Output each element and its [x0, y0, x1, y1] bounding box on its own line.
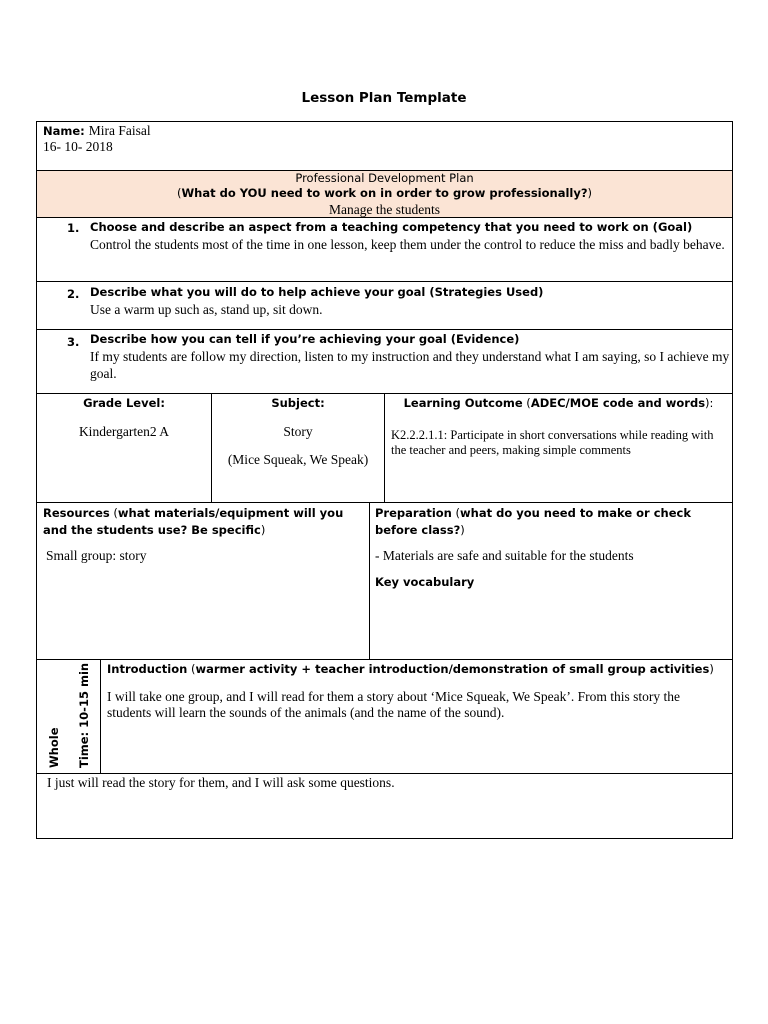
outcome-value: K2.2.2.1.1: Participate in short conversations while reading with the teacher and peers, making simple comments: [391, 428, 714, 457]
preparation-value: - Materials are safe and suitable for the students: [375, 548, 634, 563]
whole-label: Whole: [47, 727, 61, 768]
time-label: Time: 10-15 min: [77, 662, 91, 768]
goal-section-3: [36, 329, 733, 394]
goal-section-1: [36, 217, 733, 282]
preparation-label: Preparation (what do you need to make or check before class?): [375, 506, 691, 537]
intro-value: I will take one group, and I will read for them a story about ‘Mice Squeak, We Speak’. From this story the students will learn the sounds of the animals (and the name of the sound).: [107, 689, 681, 720]
name-label: Name:: [43, 124, 85, 138]
activity-text: I just will read the story for them, and I will ask some questions.: [47, 775, 395, 790]
name-value: Mira Faisal: [88, 123, 151, 138]
subject-label: Subject:: [271, 396, 325, 410]
goal-number: 1.: [67, 221, 80, 235]
goal-section-2: [36, 281, 733, 330]
intro-side-cell: [36, 659, 101, 774]
subject-story-title: (Mice Squeak, We Speak): [227, 452, 369, 467]
intro-cell: [100, 659, 733, 774]
activity-cell: [36, 773, 733, 839]
subject-value: Story: [283, 424, 313, 439]
goal-text: If my students are follow my direction, listen to my instruction and they understand what I am saying, so I achieve my goal.: [90, 349, 730, 381]
pdp-question: (What do YOU need to work on in order to grow professionally?): [176, 186, 593, 200]
goal-heading: Describe how you can tell if you’re achieving your goal (Evidence): [90, 332, 520, 346]
grade-label: Grade Level:: [83, 396, 165, 410]
date-value: 16- 10- 2018: [43, 139, 113, 154]
goal-number: 3.: [67, 335, 80, 349]
page-title: Lesson Plan Template: [301, 90, 467, 106]
goal-number: 2.: [67, 287, 80, 301]
goal-text: Use a warm up such as, stand up, sit down.: [90, 302, 323, 317]
pdp-section: [36, 170, 733, 218]
goal-text: Control the students most of the time in one lesson, keep them under the control to reduce the miss and badly behave.: [90, 237, 725, 252]
subject-cell: [211, 393, 385, 503]
resources-cell: [36, 502, 370, 660]
key-vocabulary-label: Key vocabulary: [375, 575, 475, 589]
pdp-heading: Professional Development Plan: [295, 171, 474, 185]
resources-value: Small group: story: [46, 548, 147, 563]
grade-cell: [36, 393, 212, 503]
goal-heading: Choose and describe an aspect from a teaching competency that you need to work on (Goal): [90, 220, 693, 234]
outcome-label: Learning Outcome (ADEC/MOE code and words):: [403, 396, 714, 410]
grade-value: Kindergarten2 A: [78, 424, 170, 439]
intro-label: Introduction (warmer activity + teacher introduction/demonstration of small group activities): [107, 662, 714, 676]
name-section: [36, 121, 733, 171]
goal-heading: Describe what you will do to help achieve your goal (Strategies Used): [90, 285, 544, 299]
resources-label: Resources (what materials/equipment will you and the students use? Be specific): [43, 506, 344, 537]
pdp-answer: Manage the students: [329, 202, 440, 217]
outcome-cell: [384, 393, 733, 503]
preparation-cell: [369, 502, 733, 660]
